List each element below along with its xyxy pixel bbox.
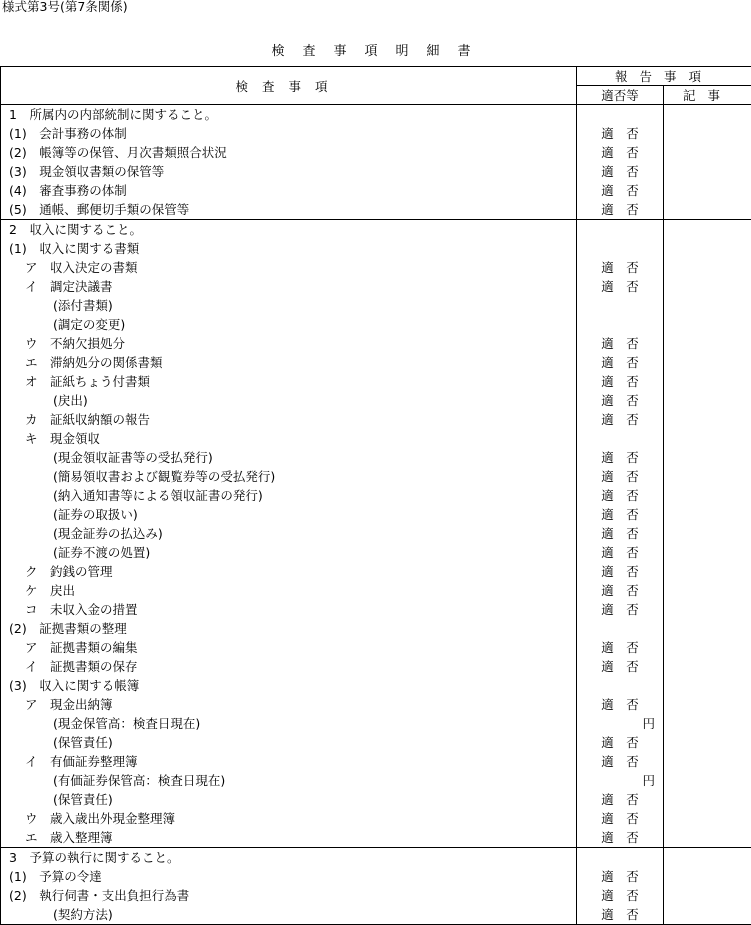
item-row bbox=[1, 886, 576, 905]
item-label: エ 滞納処分の関係書類 bbox=[1, 353, 576, 372]
suitability-value: 適 否 bbox=[577, 391, 663, 410]
note-field[interactable] bbox=[664, 429, 751, 448]
item-row bbox=[1, 619, 576, 638]
item-row bbox=[1, 124, 576, 143]
note-field[interactable] bbox=[664, 448, 751, 467]
suitability-value: 適 否 bbox=[577, 543, 663, 562]
item-row bbox=[1, 239, 576, 258]
suitability-value: 適 否 bbox=[577, 162, 663, 181]
item-row bbox=[1, 505, 576, 524]
section-suitability bbox=[577, 105, 664, 220]
item-row bbox=[1, 334, 576, 353]
item-label: (3) 現金領収書類の保管等 bbox=[1, 162, 576, 181]
item-label: (現金領収証書等の受払発行) bbox=[1, 448, 576, 467]
item-row bbox=[1, 181, 576, 200]
note-field[interactable] bbox=[664, 181, 751, 200]
item-row bbox=[1, 410, 576, 429]
item-row bbox=[1, 296, 576, 315]
note-field[interactable] bbox=[664, 752, 751, 771]
item-label: ア 現金出納簿 bbox=[1, 695, 576, 714]
item-row bbox=[1, 143, 576, 162]
suitability-value: 適 否 bbox=[577, 733, 663, 752]
suitability-value: 適 否 bbox=[577, 277, 663, 296]
suitability-value bbox=[577, 676, 663, 695]
suitability-value: 適 否 bbox=[577, 657, 663, 676]
inspection-table bbox=[0, 66, 751, 925]
suitability-value: 適 否 bbox=[577, 372, 663, 391]
suitability-value: 適 否 bbox=[577, 905, 663, 924]
item-row bbox=[1, 905, 576, 924]
note-field[interactable] bbox=[664, 867, 751, 886]
note-field[interactable] bbox=[664, 676, 751, 695]
item-row bbox=[1, 448, 576, 467]
suitability-value: 円 bbox=[577, 771, 663, 790]
item-row bbox=[1, 638, 576, 657]
item-label: (3) 収入に関する帳簿 bbox=[1, 676, 576, 695]
item-row bbox=[1, 676, 576, 695]
note-field[interactable] bbox=[664, 524, 751, 543]
suitability-value: 適 否 bbox=[577, 467, 663, 486]
item-label: (2) 執行伺書・支出負担行為書 bbox=[1, 886, 576, 905]
suitability-value: 適 否 bbox=[577, 334, 663, 353]
note-field[interactable] bbox=[664, 334, 751, 353]
suitability-value: 適 否 bbox=[577, 486, 663, 505]
item-row bbox=[1, 562, 576, 581]
note-field[interactable] bbox=[664, 124, 751, 143]
item-label: (1) 収入に関する書類 bbox=[1, 239, 576, 258]
note-field[interactable] bbox=[664, 543, 751, 562]
item-row bbox=[1, 790, 576, 809]
item-row bbox=[1, 828, 576, 847]
item-row bbox=[1, 429, 576, 448]
item-row bbox=[1, 277, 576, 296]
item-label: (現金保管高：検査日現在) bbox=[1, 714, 576, 733]
section-1 bbox=[1, 105, 751, 220]
item-label: イ 調定決議書 bbox=[1, 277, 576, 296]
item-label: (4) 審査事務の体制 bbox=[1, 181, 576, 200]
note-field[interactable] bbox=[664, 200, 751, 219]
item-row bbox=[1, 467, 576, 486]
item-label: (戻出) bbox=[1, 391, 576, 410]
item-row bbox=[1, 752, 576, 771]
suitability-value bbox=[577, 315, 663, 334]
item-row bbox=[1, 372, 576, 391]
section-2 bbox=[1, 220, 751, 848]
note-field[interactable] bbox=[664, 657, 751, 676]
note-field[interactable] bbox=[664, 353, 751, 372]
item-label: (添付書類) bbox=[1, 296, 576, 315]
note-field[interactable] bbox=[664, 315, 751, 334]
suitability-value: 適 否 bbox=[577, 410, 663, 429]
item-label: ア 証拠書類の編集 bbox=[1, 638, 576, 657]
item-row bbox=[1, 105, 576, 124]
note-field[interactable] bbox=[664, 886, 751, 905]
item-row bbox=[1, 391, 576, 410]
note-field[interactable] bbox=[664, 372, 751, 391]
item-label: (簡易領収書および観覧券等の受払発行) bbox=[1, 467, 576, 486]
section-items bbox=[1, 848, 577, 925]
suitability-value: 適 否 bbox=[577, 258, 663, 277]
item-label: カ 証紙収納額の報告 bbox=[1, 410, 576, 429]
item-label: 3 予算の執行に関すること。 bbox=[1, 848, 576, 867]
item-row bbox=[1, 657, 576, 676]
item-label: (契約方法) bbox=[1, 905, 576, 924]
note-field[interactable] bbox=[664, 505, 751, 524]
item-row bbox=[1, 695, 576, 714]
item-label: キ 現金領収 bbox=[1, 429, 576, 448]
note-field[interactable] bbox=[664, 714, 751, 733]
note-field[interactable] bbox=[664, 239, 751, 258]
header-report-items: 報告事項 bbox=[577, 67, 751, 86]
section-suitability bbox=[577, 848, 664, 925]
item-row bbox=[1, 848, 576, 867]
item-label: ア 収入決定の書類 bbox=[1, 258, 576, 277]
item-label: (1) 会計事務の体制 bbox=[1, 124, 576, 143]
note-field[interactable] bbox=[664, 296, 751, 315]
header-suitability: 適否等 bbox=[577, 86, 664, 105]
note-field[interactable] bbox=[664, 486, 751, 505]
note-field[interactable] bbox=[664, 105, 751, 124]
item-label: (保管責任) bbox=[1, 790, 576, 809]
section-3 bbox=[1, 848, 751, 925]
section-items bbox=[1, 220, 577, 848]
suitability-value bbox=[577, 105, 663, 124]
suitability-value: 適 否 bbox=[577, 505, 663, 524]
suitability-value: 適 否 bbox=[577, 790, 663, 809]
item-row bbox=[1, 581, 576, 600]
suitability-value bbox=[577, 220, 663, 239]
item-label: ク 釣銭の管理 bbox=[1, 562, 576, 581]
item-label: (現金証券の払込み) bbox=[1, 524, 576, 543]
suitability-value: 適 否 bbox=[577, 867, 663, 886]
suitability-value: 適 否 bbox=[577, 143, 663, 162]
note-field[interactable] bbox=[664, 638, 751, 657]
suitability-value: 円 bbox=[577, 714, 663, 733]
suitability-value: 適 否 bbox=[577, 124, 663, 143]
note-field[interactable] bbox=[664, 162, 751, 181]
suitability-value bbox=[577, 296, 663, 315]
item-label: (5) 通帳、郵便切手類の保管等 bbox=[1, 200, 576, 219]
suitability-value bbox=[577, 429, 663, 448]
suitability-value: 適 否 bbox=[577, 353, 663, 372]
note-field[interactable] bbox=[664, 790, 751, 809]
suitability-value: 適 否 bbox=[577, 886, 663, 905]
item-row bbox=[1, 771, 576, 790]
item-label: (2) 帳簿等の保管、月次書類照合状況 bbox=[1, 143, 576, 162]
item-label: (証券の取扱い) bbox=[1, 505, 576, 524]
suitability-value: 適 否 bbox=[577, 828, 663, 847]
suitability-value: 適 否 bbox=[577, 638, 663, 657]
item-label: オ 証紙ちょう付書類 bbox=[1, 372, 576, 391]
note-field[interactable] bbox=[664, 733, 751, 752]
note-field[interactable] bbox=[664, 581, 751, 600]
note-field[interactable] bbox=[664, 562, 751, 581]
item-row bbox=[1, 315, 576, 334]
suitability-value bbox=[577, 619, 663, 638]
item-row bbox=[1, 714, 576, 733]
item-label: ケ 戻出 bbox=[1, 581, 576, 600]
item-row bbox=[1, 809, 576, 828]
section-notes bbox=[664, 220, 751, 848]
item-label: エ 歳入整理簿 bbox=[1, 828, 576, 847]
section-notes bbox=[664, 105, 751, 220]
item-label: (1) 予算の令達 bbox=[1, 867, 576, 886]
note-field[interactable] bbox=[664, 258, 751, 277]
item-row bbox=[1, 733, 576, 752]
item-row bbox=[1, 220, 576, 239]
item-row bbox=[1, 258, 576, 277]
item-label: 2 収入に関すること。 bbox=[1, 220, 576, 239]
note-field[interactable] bbox=[664, 277, 751, 296]
note-field[interactable] bbox=[664, 771, 751, 790]
form-number: 様式第3号(第7条関係) bbox=[2, 0, 128, 14]
note-field[interactable] bbox=[664, 905, 751, 924]
item-label: コ 未収入金の措置 bbox=[1, 600, 576, 619]
note-field[interactable] bbox=[664, 619, 751, 638]
suitability-value: 適 否 bbox=[577, 600, 663, 619]
item-label: 1 所属内の内部統制に関すること。 bbox=[1, 105, 576, 124]
header-notes: 記事 bbox=[664, 86, 751, 105]
item-label: (調定の変更) bbox=[1, 315, 576, 334]
item-label: (2) 証拠書類の整理 bbox=[1, 619, 576, 638]
note-field[interactable] bbox=[664, 828, 751, 847]
note-field[interactable] bbox=[664, 695, 751, 714]
item-row bbox=[1, 353, 576, 372]
item-row bbox=[1, 524, 576, 543]
section-items bbox=[1, 105, 577, 220]
item-row bbox=[1, 600, 576, 619]
note-field[interactable] bbox=[664, 848, 751, 867]
item-label: (保管責任) bbox=[1, 733, 576, 752]
note-field[interactable] bbox=[664, 410, 751, 429]
item-label: ウ 歳入歳出外現金整理簿 bbox=[1, 809, 576, 828]
note-field[interactable] bbox=[664, 467, 751, 486]
item-label: (証券不渡の処置) bbox=[1, 543, 576, 562]
note-field[interactable] bbox=[664, 809, 751, 828]
suitability-value: 適 否 bbox=[577, 581, 663, 600]
section-notes bbox=[664, 848, 751, 925]
item-row bbox=[1, 200, 576, 219]
suitability-value bbox=[577, 239, 663, 258]
suitability-value: 適 否 bbox=[577, 448, 663, 467]
item-row bbox=[1, 162, 576, 181]
section-suitability bbox=[577, 220, 664, 848]
item-label: イ 有価証券整理簿 bbox=[1, 752, 576, 771]
suitability-value: 適 否 bbox=[577, 181, 663, 200]
suitability-value: 適 否 bbox=[577, 695, 663, 714]
suitability-value: 適 否 bbox=[577, 524, 663, 543]
suitability-value: 適 否 bbox=[577, 809, 663, 828]
document-title: 検査事項明細書 bbox=[0, 44, 751, 60]
suitability-value: 適 否 bbox=[577, 562, 663, 581]
suitability-value: 適 否 bbox=[577, 752, 663, 771]
header-inspection-items: 検査事項 bbox=[1, 67, 577, 105]
item-label: ウ 不納欠損処分 bbox=[1, 334, 576, 353]
item-row bbox=[1, 867, 576, 886]
note-field[interactable] bbox=[664, 600, 751, 619]
item-label: イ 証拠書類の保存 bbox=[1, 657, 576, 676]
item-row bbox=[1, 486, 576, 505]
note-field[interactable] bbox=[664, 391, 751, 410]
note-field[interactable] bbox=[664, 143, 751, 162]
item-row bbox=[1, 543, 576, 562]
note-field[interactable] bbox=[664, 220, 751, 239]
item-label: (納入通知書等による領収証書の発行) bbox=[1, 486, 576, 505]
suitability-value bbox=[577, 848, 663, 867]
item-label: (有価証券保管高：検査日現在) bbox=[1, 771, 576, 790]
suitability-value: 適 否 bbox=[577, 200, 663, 219]
